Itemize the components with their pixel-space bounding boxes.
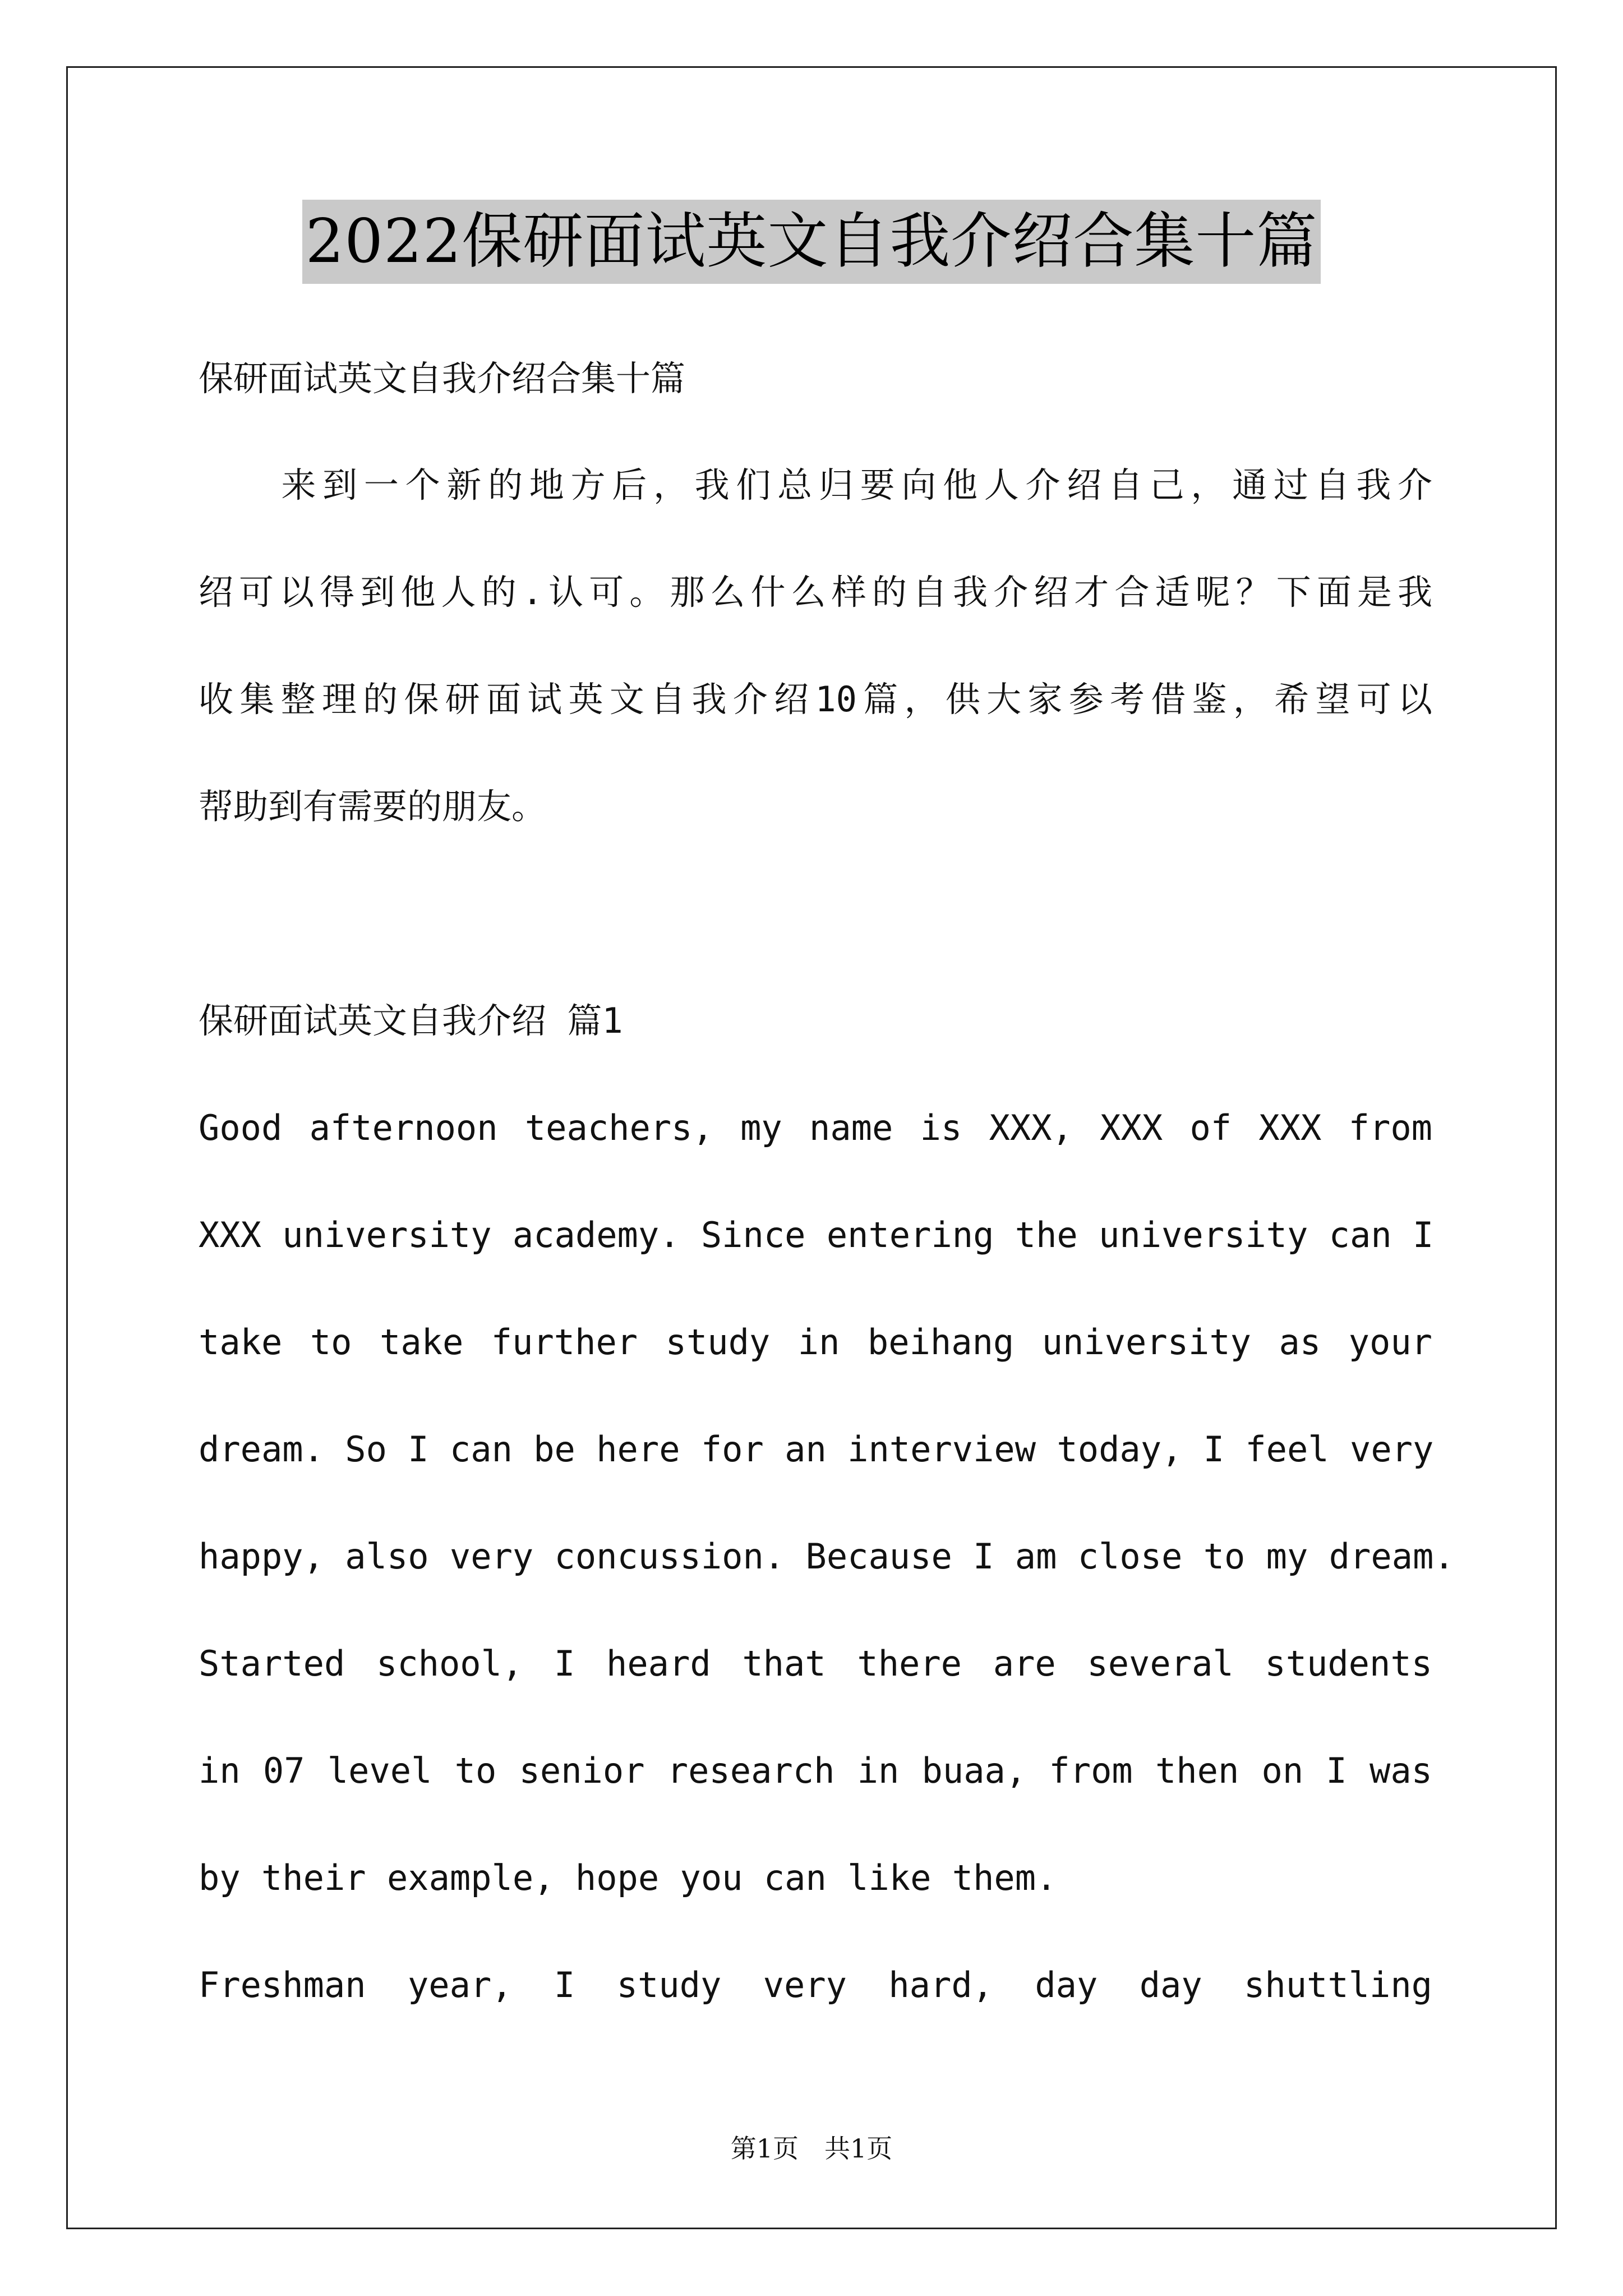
body-line-8: by their example, hope you can like them. — [199, 1857, 1057, 1898]
intro-line-3: 收集整理的保研面试英文自我介绍10篇，供大家参考借鉴，希望可以 — [199, 679, 1432, 720]
section-heading: 保研面试英文自我介绍 篇1 — [199, 1000, 623, 1041]
body-line-6: Started school, I heard that there are several students — [199, 1643, 1432, 1684]
body-line-4: dream. So I can be here for an interview today, I feel very — [199, 1429, 1434, 1470]
body-line-3: take to take further study in beihang university as your — [199, 1322, 1432, 1363]
body-line-5: happy, also very concussion. Because I am close to my dream. — [199, 1536, 1455, 1577]
title-container — [0, 200, 1623, 284]
body-line-2: XXX university academy. Since entering the university can I — [199, 1214, 1434, 1255]
intro-line-2: 绍可以得到他人的.认可。那么什么样的自我介绍才合适呢？下面是我 — [199, 572, 1432, 613]
intro-line-4: 帮助到有需要的朋友。 — [199, 786, 547, 827]
page-footer: 第1页 共1页 — [730, 2133, 893, 2164]
document-title: 2022保研面试英文自我介绍合集十篇 — [302, 200, 1321, 284]
body-line-7: in 07 level to senior research in buaa, from then on I was — [199, 1750, 1432, 1791]
body-line-9: Freshman year, I study very hard, day day shuttling — [199, 1964, 1432, 2005]
document-subtitle: 保研面试英文自我介绍合集十篇 — [199, 358, 686, 399]
intro-line-1: 来到一个新的地方后，我们总归要向他人介绍自己，通过自我介 — [199, 464, 1432, 505]
body-line-1: Good afternoon teachers, my name is XXX, XXX of XXX from — [199, 1107, 1432, 1148]
